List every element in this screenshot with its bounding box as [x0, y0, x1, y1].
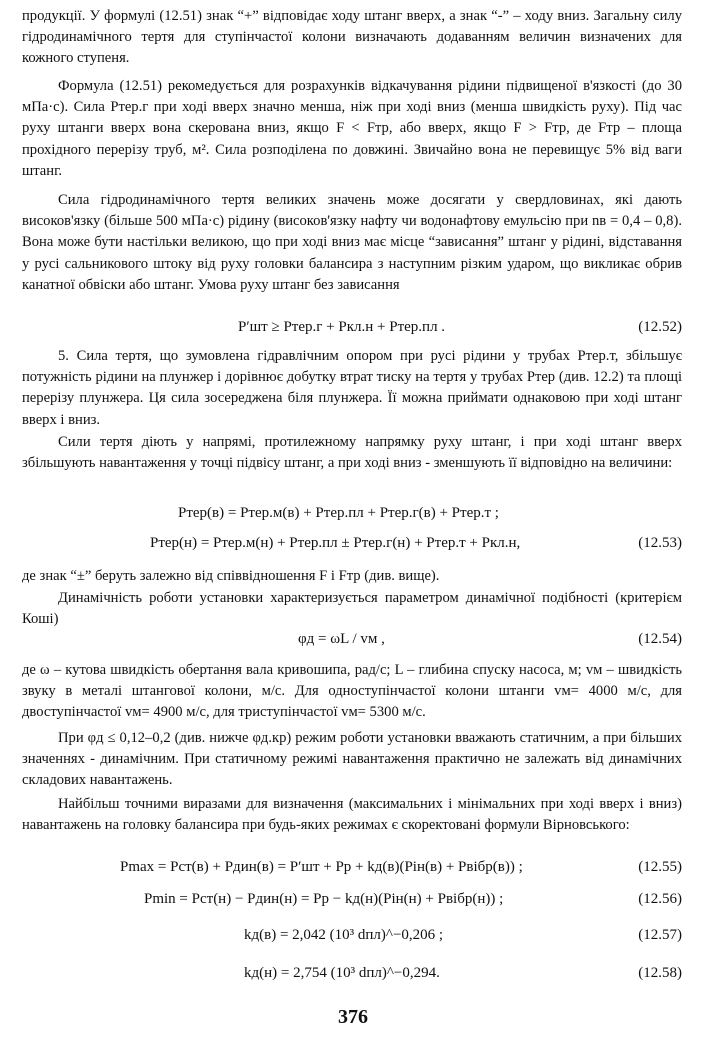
- paragraph-5: Сили тертя діють у напрямі, протилежному напрямку руху штанг, і при ході штанг вверх збільшують навантаження у точці підвісу штанг, а при ході вниз - зменшують її відповідно на величини:: [22, 434, 682, 472]
- equation-number: (12.58): [638, 965, 682, 981]
- paragraph-2: Формула (12.51) рекомедується для розрахунків відкачування рідини підвищеної в'язкості (до 30 мПа·с). Сила Pтер.г при ході вверх значно менша, ніж при ході вниз (менша швидкість руху). Під час руху штанги вверх вона скерована вниз, якщо F < Fтр, або вверх, якщо F > Fтр, де Fтр – площа прохідного перерізу труб, м². Сила розподілена по довжині. Звичайно вона не перевищує 5% від ваги штанг.: [22, 78, 682, 179]
- equation-number: (12.55): [638, 859, 682, 875]
- formula-12-58: [0, 962, 706, 984]
- formula-expression: kд(н) = 2,754 (10³ dпл)^−0,294.: [244, 965, 440, 981]
- formula-12-55: [0, 856, 706, 878]
- formula-12-52: [0, 316, 706, 338]
- paragraph-10: Найбільш точними виразами для визначення (максимальних і мінімальних при ході вверх і вниз) навантажень на головку балансира при будь-яких режимах є скоректовані формули Вірновського:: [22, 796, 682, 834]
- equation-number: (12.56): [638, 891, 682, 907]
- formula-12-53b: [0, 532, 706, 554]
- formula-expression: P′шт ≥ Pтер.г + Pкл.н + Pтер.пл .: [238, 319, 446, 335]
- paragraph-6: де знак “±” беруть залежно від співвідношення F і Fтр (див. вище).: [22, 568, 440, 584]
- formula-expression: φд = ωL / vм ,: [298, 631, 385, 647]
- formula-expression: Pmax = Pст(в) + Pдин(в) = P′шт + Pр + kд(в)(Pін(в) + Pвібр(в)) ;: [120, 859, 523, 875]
- paragraph-3: Сила гідродинамічного тертя великих значень може досягати у свердловинах, які дають високов'язку (більше 500 мПа·с) рідину (високов'язку нафту чи водонафтову емульсію при nв = 0,4 – 0,8). Вона може бути настільки великою, що при ході вниз має місце “зависання” штанг у рідині, відставання у русі сальникового штоку від руху головки балансира з наступним різким ударом, що викликає обрив канатної обвіски або штанг. Умова руху штанг без зависання: [22, 192, 682, 293]
- formula-expression: Pmin = Pст(н) − Pдин(н) = Pр − kд(н)(Pін(н) + Pвібр(н)) ;: [144, 891, 504, 907]
- formula-12-54: [0, 628, 706, 650]
- formula-12-53a: [0, 502, 706, 524]
- paragraph-7: Динамічність роботи установки характеризується параметром динамічної подібності (критерієм Коші): [22, 590, 682, 628]
- paragraph-1: продукції. У формулі (12.51) знак “+” відповідає ходу штанг вверх, а знак “-” – ходу вниз. Загальну силу гідродинамічного тертя для ступінчастої колони визначають додаванням величин визначених для кожного ступеня.: [22, 8, 682, 67]
- paragraph-4: 5. Сила тертя, що зумовлена гідравлічним опором при русі рідини у трубах Pтер.т, збільшує потужність рідини на плунжер і дорівнює добутку втрат тиску на тертя у трубах Pтер (див. 12.2) та площі перерізу плунжера. Ця сила зосереджена біля плунжера. Її можна приймати однаковою при ході штанг вверх і вниз.: [22, 348, 682, 428]
- page-number: 376: [338, 1006, 368, 1028]
- equation-number: (12.52): [638, 319, 682, 335]
- paragraph-8: де ω – кутова швидкість обертання вала кривошипа, рад/с; L – глибина спуску насоса, м; vм – швидкість звуку в металі штангової колони, м/с. Для одноступінчастої колони штанги vм= 4000 м/с, для двоступінчастої vм= 4900 м/с, для триступінчастої vм= 5300 м/с.: [22, 662, 682, 721]
- equation-number: (12.54): [638, 631, 682, 647]
- formula-expression: Pтер(н) = Pтер.м(н) + Pтер.пл ± Pтер.г(н) + Pтер.т + Pкл.н,: [150, 535, 521, 551]
- formula-expression: kд(в) = 2,042 (10³ dпл)^−0,206 ;: [244, 927, 444, 943]
- formula-expression: Pтер(в) = Pтер.м(в) + Pтер.пл + Pтер.г(в) + Pтер.т ;: [178, 505, 499, 521]
- equation-number: (12.57): [638, 927, 682, 943]
- formula-12-57: [0, 924, 706, 946]
- equation-number: (12.53): [638, 535, 682, 551]
- formula-12-56: [0, 888, 706, 910]
- paragraph-9: При φд ≤ 0,12–0,2 (див. нижче φд.кр) режим роботи установки вважають статичним, а при більших значеннях - динамічним. При статичному режимі навантаження практично не залежать від динамічних складових навантажень.: [22, 730, 682, 789]
